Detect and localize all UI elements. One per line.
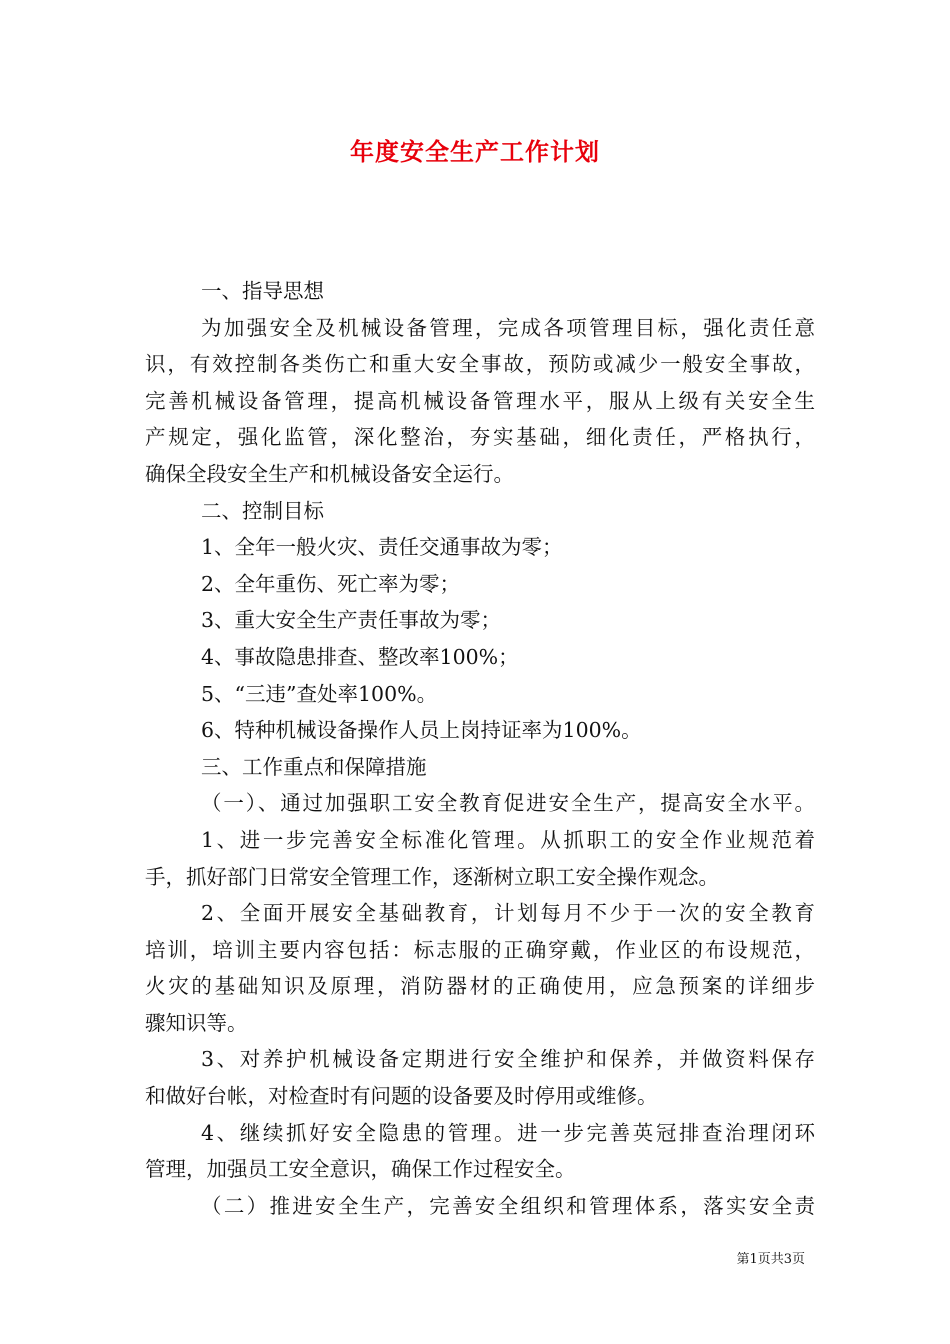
text-line: 2、全年重伤、死亡率为零； — [201, 571, 461, 596]
text-line: 培训，培训主要内容包括：标志服的正确穿戴，作业区的布设规范， — [145, 937, 815, 962]
text-line: 1、全年一般火灾、责任交通事故为零； — [201, 535, 563, 560]
text-line: 火灾的基础知识及原理，消防器材的正确使用，应急预案的详细步 — [145, 974, 815, 999]
text-line: 管理，加强员工安全意识，确保工作过程安全。 — [145, 1157, 576, 1182]
text-line: 4、事故隐患排查、整改率100%； — [201, 644, 519, 669]
text-line: 产规定，强化监管，深化整治，夯实基础，细化责任，严格执行， — [145, 425, 815, 450]
text-line: 识，有效控制各类伤亡和重大安全事故，预防或减少一般安全事故， — [145, 352, 815, 377]
text-line: 手，抓好部门日常安全管理工作，逐渐树立职工安全操作观念。 — [145, 864, 719, 889]
text-line: （二）推进安全生产，完善安全组织和管理体系，落实安全责 — [201, 1193, 815, 1218]
text-line: 三、工作重点和保障措施 — [201, 754, 427, 779]
text-line: 1、进一步完善安全标准化管理。从抓职工的安全作业规范着 — [201, 827, 815, 852]
text-line: 和做好台帐，对检查时有问题的设备要及时停用或维修。 — [145, 1084, 658, 1109]
document-title: 年度安全生产工作计划 — [350, 137, 600, 166]
text-line: 4、继续抓好安全隐患的管理。进一步完善英冠排查治理闭环 — [201, 1120, 815, 1145]
text-line: 一、指导思想 — [201, 279, 324, 303]
document-body — [145, 273, 815, 1224]
text-line: 骤知识等。 — [145, 1010, 248, 1035]
text-line: 5、“三违”查处率100%。 — [201, 681, 438, 706]
text-line: 完善机械设备管理，提高机械设备管理水平，服从上级有关安全生 — [145, 388, 815, 413]
text-line: 确保全段安全生产和机械设备安全运行。 — [145, 461, 514, 486]
text-line: 2、全面开展安全基础教育，计划每月不少于一次的安全教育 — [201, 901, 815, 926]
page-number: 第1页共3页 — [736, 1252, 805, 1267]
text-line: 3、重大安全生产责任事故为零； — [201, 608, 502, 633]
text-line: 为加强安全及机械设备管理，完成各项管理目标，强化责任意 — [201, 315, 815, 340]
text-line: 二、控制目标 — [201, 498, 324, 523]
text-line: 3、对养护机械设备定期进行安全维护和保养，并做资料保存 — [201, 1047, 815, 1072]
text-line: （一）、通过加强职工安全教育促进安全生产，提高安全水平。 — [201, 791, 815, 816]
text-line: 6、特种机械设备操作人员上岗持证率为100%。 — [201, 718, 642, 743]
